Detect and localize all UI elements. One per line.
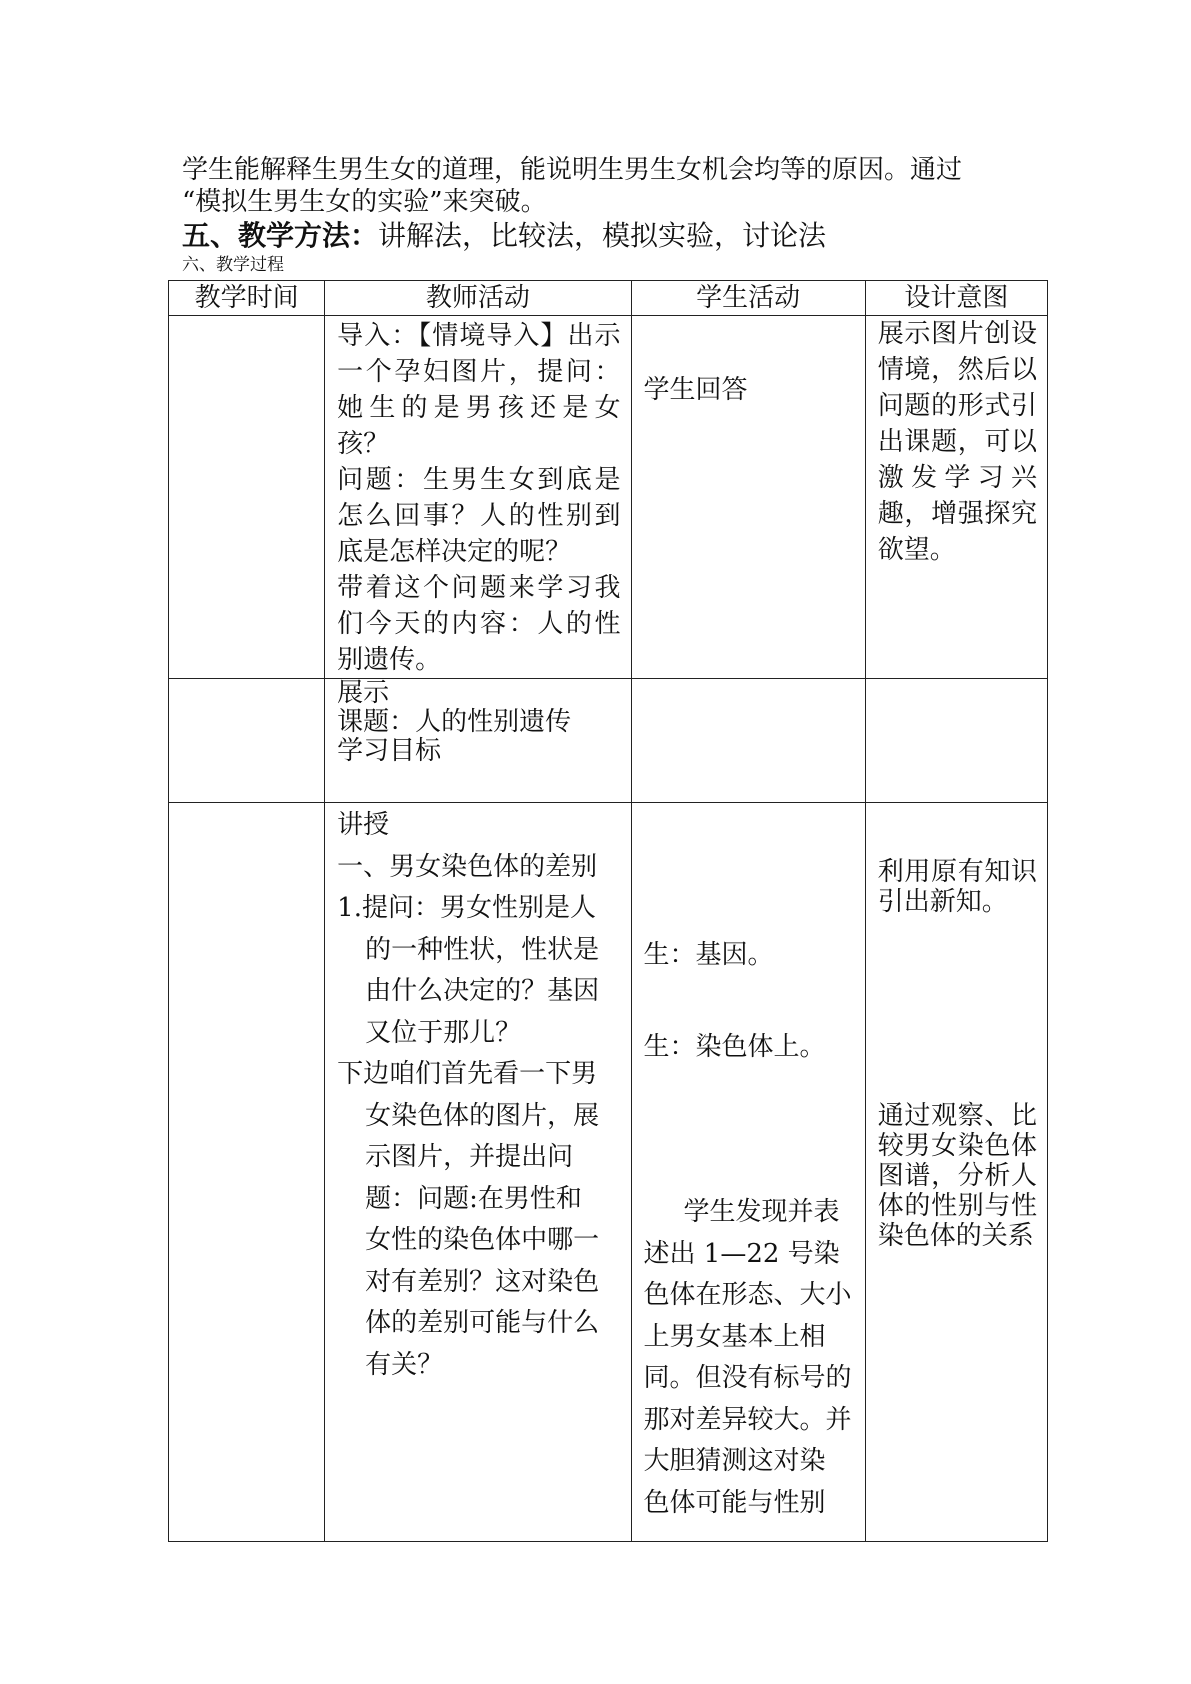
intro-line-1: 学生能解释生男生女的道理，能说明生男生女机会均等的原因。通过 [182,155,963,185]
teacher-text: 展示 [337,678,390,708]
teacher-title: 讲授 [337,810,390,840]
header-teacher: 教师活动 [325,281,631,316]
teacher-q1-line: 1.提问：男女性别是人 [337,893,596,923]
teacher-q2-line: 女染色体的图片，展 [365,1100,600,1131]
student-text: 学生回答 [643,375,748,405]
student-answer-3-line: 上男女基本上相 [643,1321,826,1352]
teacher-q2-line: 有关？ [365,1349,444,1380]
cell-teacher [325,679,631,803]
section-5-heading [182,218,1082,254]
student-answer-3-line: 色体可能与性别 [643,1487,826,1518]
student-answer-3-line: 述出 1—22 号染 [643,1238,840,1269]
table-row-show [169,679,1048,803]
teacher-q2-line: 对有差别？这对染色 [365,1266,600,1297]
teacher-text: 带着这个问题来学习我们今天的内容：人的性别遗传。 [337,573,621,675]
cell-intent [865,803,1047,1542]
student-answer-2: 生：染色体上。 [643,1031,826,1062]
teacher-text: 课题：人的性别遗传 [337,707,572,737]
student-answer-1: 生：基因。 [643,940,774,970]
cell-time [169,316,325,679]
teacher-text: 导入：【情境导入】出示一个孕妇图片，提问：她生的是男孩还是女孩？ [337,321,621,459]
header-intent: 设计意图 [865,281,1047,316]
section-6-heading: 六、教学过程 [182,255,284,275]
teacher-q2-line: 示图片，并提出问 [365,1142,574,1172]
teacher-text: 学习目标 [337,736,442,766]
intent-text: 通过观察、比较男女染色体图谱，分析人体的性别与性染色体的关系 [877,1101,1037,1251]
intent-text: 展示图片创设情境，然后以问题的形式引出课题，可以激发学习兴趣，增强探究欲望。 [877,319,1037,565]
student-answer-3-line: 同。但没有标号的 [643,1363,852,1393]
student-answer-3-line: 大胆猜测这对染 [643,1446,826,1476]
table-row-lecture [169,803,1048,1542]
teacher-q2-line: 下边咱们首先看一下男 [337,1059,598,1089]
header-student: 学生活动 [631,281,865,316]
teacher-text: 问题：生男生女到底是怎么回事？人的性别到底是怎样决定的呢？ [337,465,621,567]
cell-time [169,803,325,1542]
teacher-q2-line: 女性的染色体中哪一 [365,1225,600,1255]
intent-text: 利用原有知识引出新知。 [877,857,1037,917]
cell-teacher [325,803,631,1542]
header-time: 教学时间 [169,281,325,316]
section-5-title: 五、教学方法： [182,219,379,252]
teacher-q1-line: 又位于那儿？ [365,1017,522,1048]
cell-student [631,679,865,803]
table-row-intro [169,316,1048,679]
cell-student [631,803,865,1542]
cell-intent [865,679,1047,803]
teaching-process-table [168,280,1048,1542]
table-header-row [169,281,1048,316]
teacher-q1-line: 由什么决定的？基因 [365,976,600,1006]
cell-time [169,679,325,803]
cell-teacher [325,316,631,679]
teacher-q2-line: 体的差别可能与什么 [365,1308,600,1338]
cell-student [631,316,865,679]
intro-line-2: “模拟生男生女的实验”来突破。 [182,187,547,217]
student-answer-3-line: 那对差异较大。并 [643,1404,852,1435]
teacher-q1-line: 的一种性状，性状是 [365,934,600,965]
cell-intent [865,316,1047,679]
teacher-subtitle: 一、男女染色体的差别 [337,851,598,882]
student-answer-3-line: 学生发现并表 [683,1197,840,1227]
section-5-text: 讲解法，比较法，模拟实验，讨论法 [378,219,827,252]
student-answer-3-line: 色体在形态、大小 [643,1280,852,1310]
teacher-q2-line: 题：问题:在男性和 [365,1183,582,1214]
